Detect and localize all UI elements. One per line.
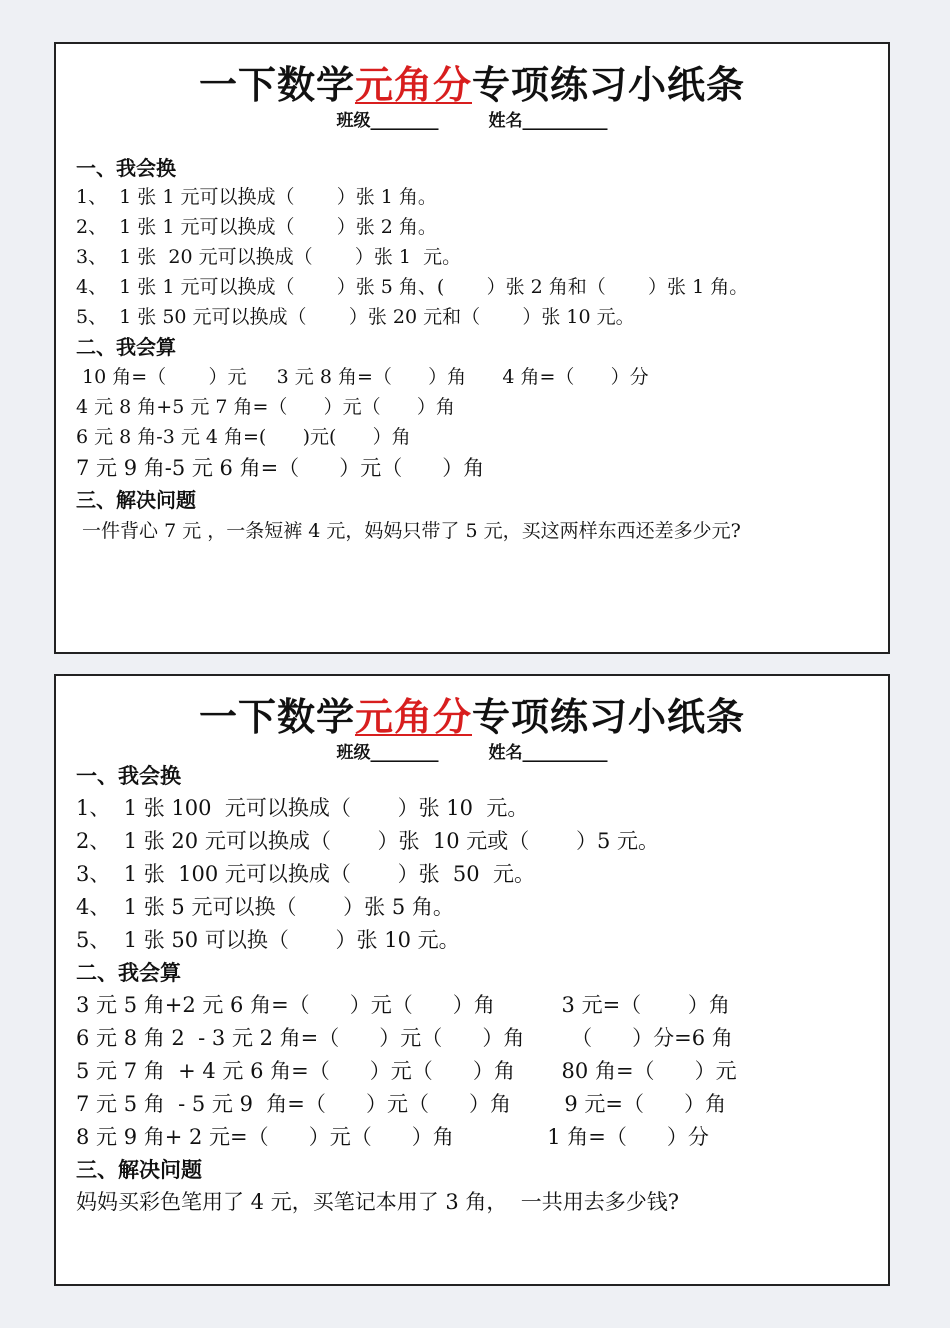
- section-heading-calculate: 二、我会算: [76, 335, 176, 359]
- exchange-question: 4、 1 张 1 元可以换成（ ）张 5 角、( ）张 2 角和（ ）张 1 角。: [76, 276, 749, 298]
- exchange-question: 5、 1 张 50 可以换（ ）张 10 元。: [76, 928, 460, 952]
- name-field: 姓名__________: [488, 111, 608, 131]
- section-heading-problem: 三、解决问题: [76, 488, 196, 512]
- section-heading-exchange: 一、我会换: [76, 156, 176, 180]
- calc-question: 3 元 5 角+2 元 6 角=（ ）元（ ）角 3 元=（ ）角: [76, 993, 730, 1017]
- calc-question: 6 元 8 角 2 - 3 元 2 角=（ ）元（ ）角 （ ）分=6 角: [76, 1026, 733, 1050]
- calc-question: 7 元 9 角-5 元 6 角=（ ）元（ ）角: [76, 456, 485, 480]
- title-suffix: 专项练习小纸条: [472, 63, 746, 107]
- title-prefix: 一下数学: [198, 63, 355, 107]
- title-highlight: 元角分: [354, 695, 472, 739]
- exchange-question: 3、 1 张 20 元可以换成（ ）张 1 元。: [76, 246, 462, 268]
- calc-question: 8 元 9 角+ 2 元=（ ）元（ ）角 1 角=（ ）分: [76, 1125, 709, 1149]
- title-highlight: 元角分: [354, 63, 472, 107]
- title-prefix: 一下数学: [198, 695, 355, 739]
- exchange-question: 5、 1 张 50 元可以换成（ ）张 20 元和（ ）张 10 元。: [76, 306, 635, 328]
- title-suffix: 专项练习小纸条: [472, 695, 746, 739]
- section-heading-calculate: 二、我会算: [76, 961, 181, 985]
- exchange-question: 3、 1 张 100 元可以换成（ ）张 50 元。: [76, 862, 536, 886]
- worksheet-2: [54, 674, 890, 1286]
- exchange-question: 1、 1 张 100 元可以换成（ ）张 10 元。: [76, 796, 529, 820]
- exchange-question: 2、 1 张 20 元可以换成（ ）张 10 元或（ ）5 元。: [76, 829, 660, 853]
- student-info: [56, 106, 888, 131]
- worksheet-title: [56, 54, 888, 109]
- exchange-question: 1、 1 张 1 元可以换成（ ）张 1 角。: [76, 186, 437, 208]
- section-heading-problem: 三、解决问题: [76, 1158, 202, 1182]
- calc-question: 7 元 5 角 - 5 元 9 角=（ ）元（ ）角 9 元=（ ）角: [76, 1092, 727, 1116]
- word-problem: 妈妈买彩色笔用了 4 元，买笔记本用了 3 角， 一共用去多少钱?: [76, 1190, 680, 1214]
- word-problem: 一件背心 7 元 ，一条短裤 4 元，妈妈只带了 5 元，买这两样东西还差多少元?: [76, 520, 741, 542]
- worksheet-1: [54, 42, 890, 654]
- calc-question: 4 元 8 角+5 元 7 角=（ ）元（ ）角: [76, 396, 455, 418]
- worksheet-title: [56, 686, 888, 741]
- calc-question: 5 元 7 角 + 4 元 6 角=（ ）元（ ）角 80 角=（ ）元: [76, 1059, 737, 1083]
- exchange-question: 2、 1 张 1 元可以换成（ ）张 2 角。: [76, 216, 437, 238]
- exchange-question: 4、 1 张 5 元可以换（ ）张 5 角。: [76, 895, 454, 919]
- calc-question: 10 角=（ ）元 3 元 8 角=（ ）角 4 角=（ ）分: [76, 366, 649, 388]
- section-heading-exchange: 一、我会换: [76, 764, 181, 788]
- name-field: 姓名__________: [488, 743, 608, 763]
- class-field: 班级________: [336, 743, 439, 763]
- class-field: 班级________: [336, 111, 439, 131]
- calc-question: 6 元 8 角-3 元 4 角=( )元( ）角: [76, 426, 411, 448]
